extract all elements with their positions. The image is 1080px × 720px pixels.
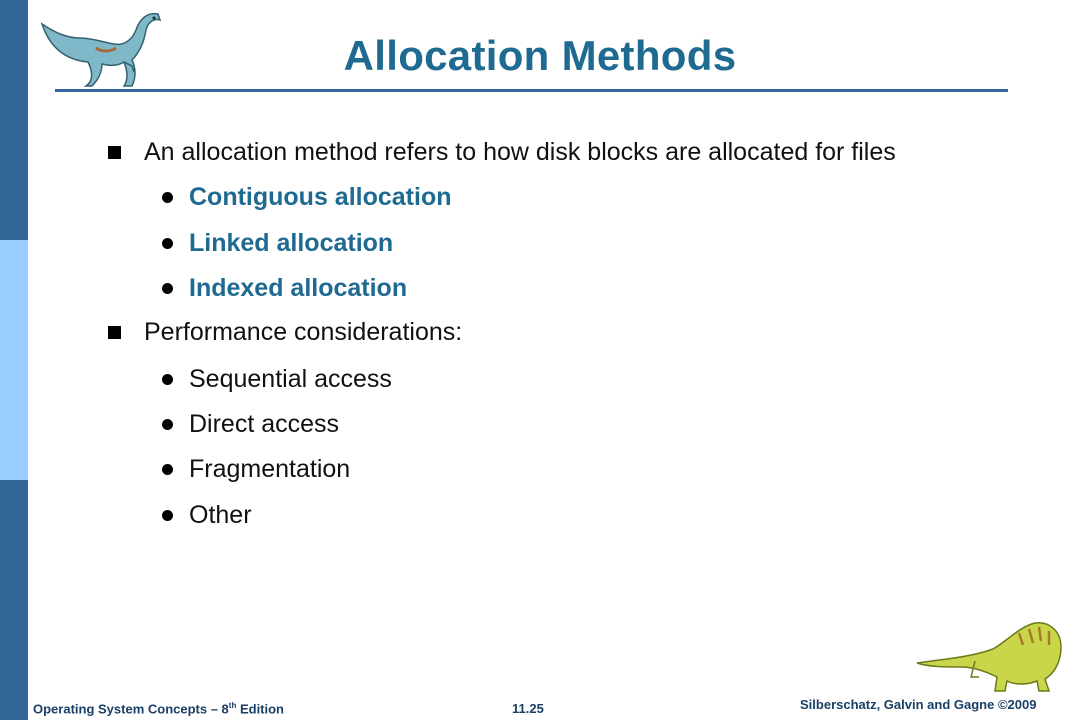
subitem-other	[162, 501, 252, 530]
subitem-text: Direct access	[189, 410, 340, 438]
bullet-text: Performance considerations:	[144, 318, 463, 346]
dinosaur-icon-bottom	[915, 615, 1065, 695]
subitem-text: Other	[189, 501, 252, 529]
subitem-linked-allocation	[162, 229, 393, 258]
round-bullet	[162, 419, 173, 430]
subitem-contiguous-allocation	[162, 183, 452, 212]
subitem-text: Sequential access	[189, 365, 392, 393]
footer-page-number: 11.25	[512, 701, 544, 716]
footer-copyright: Silberschatz, Galvin and Gagne ©2009	[800, 697, 1037, 712]
sidebar-stripe-middle	[0, 240, 28, 480]
subitem-text: Linked allocation	[189, 229, 394, 257]
square-bullet	[108, 326, 121, 339]
subitem-text: Indexed allocation	[189, 274, 408, 302]
round-bullet	[162, 464, 173, 475]
subitem-text: Contiguous allocation	[189, 183, 452, 211]
round-bullet	[162, 510, 173, 521]
square-bullet	[108, 146, 121, 159]
footer-book-title-prefix: Operating System Concepts – 8	[33, 701, 229, 717]
bullet-text: An allocation method refers to how disk blocks are allocated for files	[144, 138, 896, 166]
subitem-sequential-access	[162, 365, 392, 394]
subitem-fragmentation	[162, 455, 350, 484]
round-bullet	[162, 283, 173, 294]
title-underline	[55, 89, 1008, 92]
round-bullet	[162, 374, 173, 385]
slide-title: Allocation Methods	[343, 32, 737, 79]
subitem-indexed-allocation	[162, 274, 407, 303]
footer-book-title	[33, 701, 284, 716]
bullet-performance-considerations	[108, 318, 462, 347]
round-bullet	[162, 192, 173, 203]
sidebar-stripe	[0, 0, 28, 720]
subitem-text: Fragmentation	[189, 455, 351, 483]
subitem-direct-access	[162, 410, 339, 439]
round-bullet	[162, 238, 173, 249]
footer-edition-superscript: th	[228, 701, 237, 710]
bullet-allocation-method	[108, 138, 896, 167]
sidebar-stripe-bottom	[0, 480, 28, 720]
footer-book-title-suffix: Edition	[236, 701, 285, 717]
